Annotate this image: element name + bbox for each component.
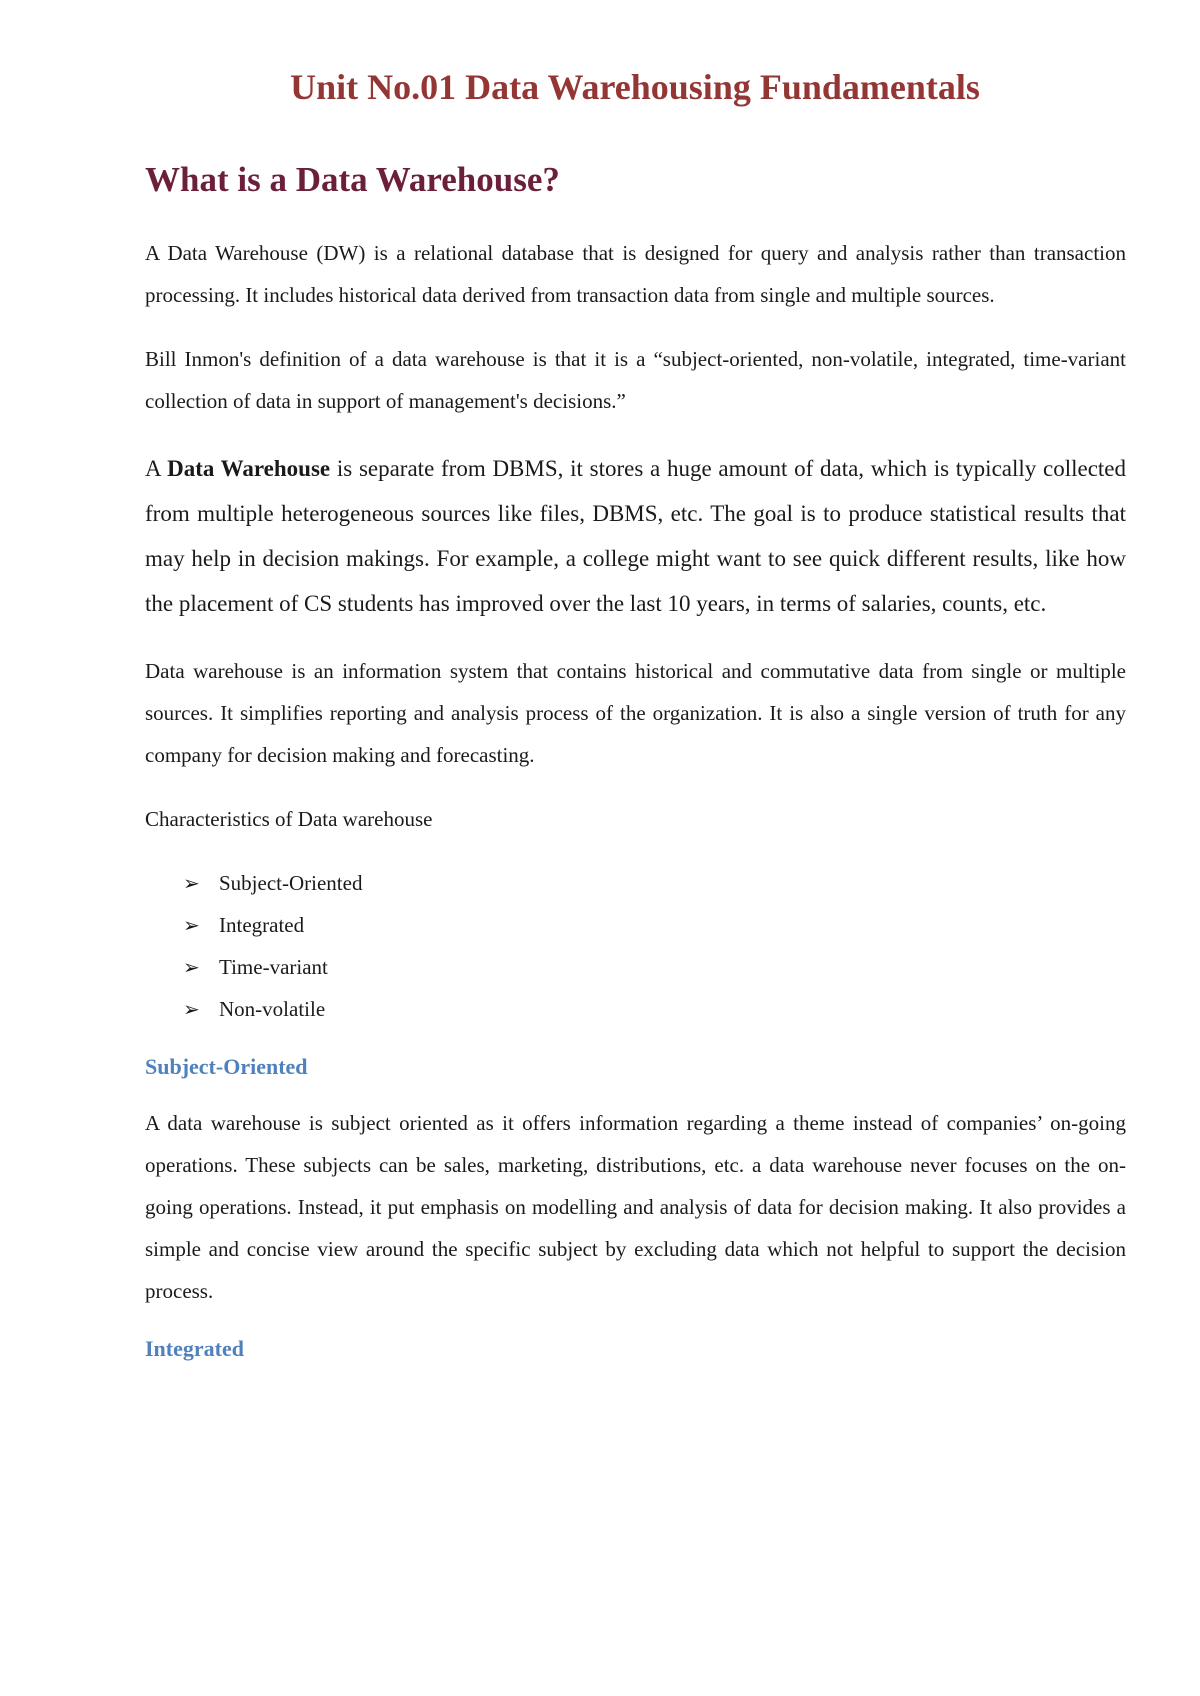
list-item [183, 988, 1126, 1030]
list-item-label: Time-variant [219, 955, 328, 979]
list-item [183, 862, 1126, 904]
para3-bold-term: Data Warehouse [167, 456, 331, 481]
arrow-bullet-icon: ➢ [183, 955, 200, 979]
arrow-bullet-icon: ➢ [183, 871, 200, 895]
arrow-bullet-icon: ➢ [183, 997, 200, 1021]
para3-prefix: A [145, 456, 168, 481]
list-item [183, 904, 1126, 946]
list-item-label: Integrated [219, 913, 305, 937]
unit-title: Unit No.01 Data Warehousing Fundamentals [290, 67, 980, 107]
para3-rest: is separate from DBMS, it stores a huge amount of data, which is typically collected from multiple heterogeneous sources like files, DBMS, etc. The goal is to produce statistical results that may help in decision makings. For example, a college might want to see quick different results, like how the placement of CS students has improved over the last 10 years, in terms of salaries, counts, etc. [145, 456, 1127, 616]
characteristics-list [183, 862, 1126, 1030]
paragraph-information-system: Data warehouse is an information system that contains historical and commutative data from single or multiple sources. It simplifies reporting and analysis process of the organization. It is also a single version of truth for any company for decision making and forecasting. [145, 659, 1126, 767]
characteristics-label: Characteristics of Data warehouse [145, 807, 433, 831]
paragraph-separate-dbms [145, 446, 1126, 626]
list-item-label: Non-volatile [219, 997, 326, 1021]
arrow-bullet-icon: ➢ [183, 913, 200, 937]
list-item [183, 946, 1126, 988]
subheading-subject-oriented: Subject-Oriented [145, 1054, 308, 1079]
paragraph-inmon: Bill Inmon's definition of a data warehouse is that it is a “subject-oriented, non-volatile, integrated, time-variant collection of data in support of management's decisions.” [145, 347, 1126, 413]
list-item-label: Subject-Oriented [219, 871, 363, 895]
page-heading: What is a Data Warehouse? [145, 160, 560, 199]
paragraph-subject-oriented: A data warehouse is subject oriented as it offers information regarding a theme instead of companies’ on-going operations. These subjects can be sales, marketing, distributions, etc. a data warehouse never focuses on the on-going operations. Instead, it put emphasis on modelling and analysis of data for decision making. It also provides a simple and concise view around the specific subject by excluding data which not helpful to support the decision process. [145, 1111, 1126, 1303]
subheading-integrated: Integrated [145, 1336, 244, 1361]
paragraph-definition: A Data Warehouse (DW) is a relational database that is designed for query and analysis rather than transaction processing. It includes historical data derived from transaction data from single and multiple sources. [145, 241, 1126, 307]
